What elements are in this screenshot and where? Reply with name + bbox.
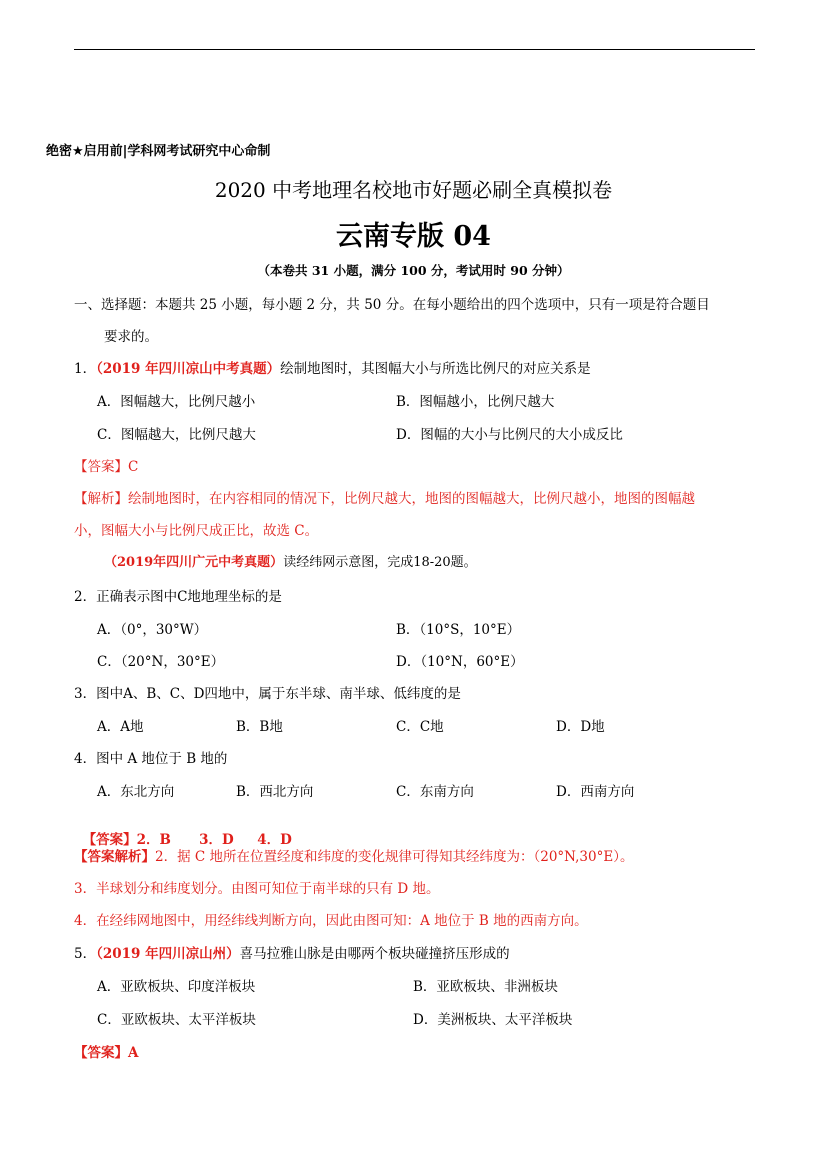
paper-title: 2020 中考地理名校地市好题必刷全真模拟卷 (214, 178, 613, 202)
question-5-option-a: A．亚欧板块、印度洋板块 (97, 979, 256, 995)
question-4-stem: 4．图中 A 地位于 B 地的 (74, 751, 228, 767)
question-1-number: 1． (74, 361, 97, 377)
question-1-analysis-line2: 小，图幅大小与比例尺成正比，故选 C。 (74, 523, 319, 539)
question-3-option-a: A．A地 (97, 719, 144, 735)
group-stem: 读经纬网示意图，完成18-20题。 (283, 555, 477, 570)
question-4-option-b: B．西北方向 (236, 784, 314, 800)
question-5-text: 喜马拉雅山脉是由哪两个板块碰撞挤压形成的 (239, 946, 510, 962)
question-1-option-d: D．图幅的大小与比例尺的大小成反比 (396, 427, 623, 443)
question-3-option-c: C．C地 (396, 719, 444, 735)
section-instruction-line2: 要求的。 (104, 329, 158, 345)
question-3-option-b: B．B地 (236, 719, 283, 735)
question-2-option-c: C．（20°N，30°E） (97, 654, 225, 670)
group-intro (104, 551, 477, 570)
question-5-option-d: D．美洲板块、太平洋板块 (413, 1012, 573, 1028)
question-2-stem: 2．正确表示图中C地地理坐标的是 (74, 589, 282, 605)
question-5-stem (74, 942, 510, 962)
question-4-option-a: A．东北方向 (97, 784, 175, 800)
question-5-option-b: B．亚欧板块、非洲板块 (413, 979, 558, 995)
question-3-option-d: D．D地 (556, 719, 605, 735)
question-5-source: （2019 年四川凉山州） (96, 946, 240, 962)
analysis-2-4-line3: 4．在经纬网地图中，用经纬线判断方向，因此由图可知：A 地位于 B 地的西南方向。 (74, 913, 588, 929)
question-5-option-c: C．亚欧板块、太平洋板块 (97, 1012, 256, 1028)
analysis-2-4-line1 (74, 845, 633, 865)
answers-2-4-label: 【答案】 (82, 832, 137, 848)
analysis-2-4-label: 【答案解析】 (74, 849, 155, 865)
question-1-analysis-line1: 【解析】绘制地图时，在内容相同的情况下，比例尺越大，地图的图幅越大，比例尺越小，地图的图幅越 (74, 491, 695, 507)
question-2-option-a: A．（0°，30°W） (97, 622, 208, 638)
section-instruction-line1: 一、选择题：本题共 25 小题，每小题 2 分，共 50 分。在每小题给出的四个选项中，只有一项是符合题目 (74, 297, 710, 313)
question-5-number: 5． (74, 946, 97, 962)
paper-subtitle: 云南专版 04 (336, 221, 491, 252)
question-1-source: （2019 年四川凉山中考真题） (96, 361, 281, 377)
question-4-option-c: C．东南方向 (396, 784, 474, 800)
analysis-2-4-text: 2．据 C 地所在位置经度和纬度的变化规律可得知其经纬度为：（20°N,30°E）。 (155, 849, 634, 865)
answers-2-4-text: 2．B 3．D 4．D (136, 832, 292, 848)
question-1-text: 绘制地图时，其图幅大小与所选比例尺的对应关系是 (280, 361, 591, 377)
answers-2-4 (74, 812, 292, 848)
question-2-option-d: D．（10°N，60°E） (396, 654, 524, 670)
question-1-answer: 【答案】C (74, 459, 139, 475)
question-2-option-b: B．（10°S，10°E） (396, 622, 521, 638)
question-1-option-c: C．图幅越大，比例尺越大 (97, 427, 256, 443)
question-1-stem (74, 357, 591, 377)
question-5-answer: 【答案】A (74, 1045, 139, 1061)
group-source: （2019年四川广元中考真题） (104, 555, 284, 570)
question-1-option-a: A．图幅越大，比例尺越小 (97, 394, 256, 410)
secret-line: 绝密★启用前|学科网考试研究中心命制 (46, 144, 271, 159)
analysis-2-4-line2: 3．半球划分和纬度划分。由图可知位于南半球的只有 D 地。 (74, 881, 440, 897)
question-4-option-d: D．西南方向 (556, 784, 635, 800)
question-1-option-b: B．图幅越小，比例尺越大 (396, 394, 555, 410)
question-3-stem: 3．图中A、B、C、D四地中，属于东半球、南半球、低纬度的是 (74, 686, 461, 702)
header-rule (74, 49, 755, 50)
paper-note: （本卷共 31 小题，满分 100 分，考试用时 90 分钟） (257, 263, 570, 278)
